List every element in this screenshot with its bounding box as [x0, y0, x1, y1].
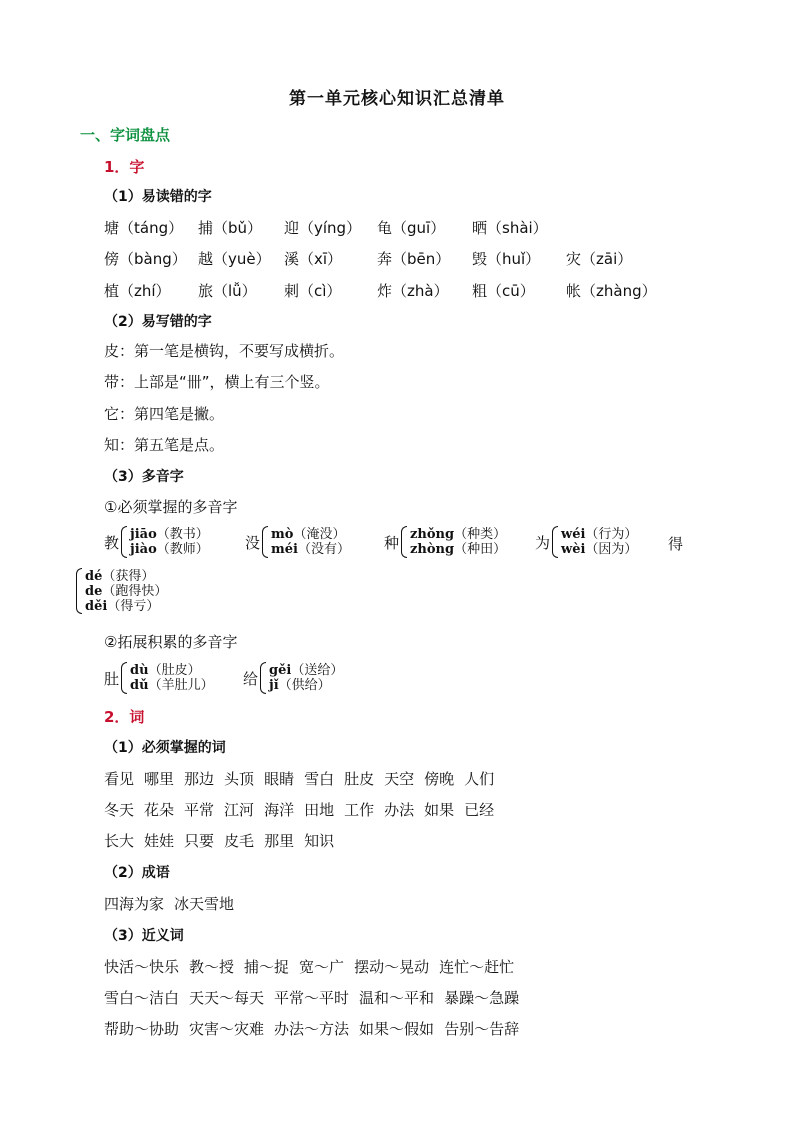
pinyin: gěi: [269, 663, 292, 678]
word-item: 雪白: [304, 770, 335, 788]
pinyin: zhòng: [410, 542, 455, 557]
example-word: （教书）: [156, 527, 209, 542]
pinyin: mò: [271, 527, 294, 542]
word-item: 海洋: [264, 801, 295, 819]
word-item: 那里: [264, 832, 295, 850]
page-title: 第一单元核心知识汇总清单: [289, 89, 505, 109]
word-item: 花朵: [144, 801, 175, 819]
char-item: 旅（lǚ）: [198, 282, 257, 300]
idiom-row: [104, 893, 244, 914]
pinyin: wèi: [561, 542, 586, 557]
word-item: 长大: [104, 832, 135, 850]
word-item: 只要: [184, 832, 215, 850]
idiom-item: 冰天雪地: [174, 895, 235, 913]
polyphonic-char: 种: [384, 533, 400, 552]
synonym-pair: 快活～快乐: [104, 958, 180, 976]
example-word: （送给）: [291, 663, 344, 678]
synonym-row: [104, 1018, 529, 1039]
miswrite-note: 知：第五笔是点。: [104, 436, 225, 454]
char-item: 炸（zhà）: [377, 282, 449, 300]
char-item: 晒（shài）: [472, 219, 548, 237]
word-item: 人们: [464, 770, 495, 788]
example-word: （羊肚儿）: [148, 678, 214, 693]
word-item: 看见: [104, 770, 135, 788]
example-word: （肚皮）: [148, 663, 201, 678]
subsection-heading-chars: 1．字: [104, 158, 145, 176]
polyphonic-entry: [243, 660, 343, 696]
word-item: 冬天: [104, 801, 135, 819]
char-item: 龟（guī）: [377, 219, 446, 237]
word-row: [104, 830, 344, 851]
idiom-item: 四海为家: [104, 895, 165, 913]
synonym-row: [104, 987, 529, 1008]
example-word: （种类）: [454, 527, 507, 542]
synonym-pair: 天天～每天: [189, 989, 265, 1007]
brace-icon: [121, 526, 127, 558]
polyphonic-extended-title: ②拓展积累的多音字: [104, 633, 238, 651]
heading-synonyms: （3）近义词: [104, 928, 184, 944]
char-item: 灾（zāi）: [566, 250, 633, 268]
heading-polyphonic: （3）多音字: [104, 469, 184, 485]
char-item: 粗（cū）: [472, 282, 535, 300]
char-item: 迎（yíng）: [284, 219, 362, 237]
subsection-heading-words: 2．词: [104, 708, 145, 726]
synonym-pair: 告别～告辞: [444, 1020, 520, 1038]
char-item: 奔（bēn）: [377, 250, 451, 268]
synonym-pair: 暴躁～急躁: [444, 989, 520, 1007]
word-item: 那边: [184, 770, 215, 788]
pinyin: děi: [85, 598, 108, 614]
synonym-pair: 帮助～协助: [104, 1020, 180, 1038]
char-item: 捕（bǔ）: [198, 219, 263, 237]
word-item: 天空: [384, 770, 415, 788]
char-item: 溪（xī）: [284, 250, 343, 268]
brace-icon: [552, 526, 558, 558]
example-word: （种田）: [454, 542, 507, 557]
synonym-pair: 宽～广: [299, 958, 345, 976]
miswrite-note: 带：上部是“卌”，横上有三个竖。: [104, 373, 330, 391]
char-item: 塘（táng）: [104, 219, 184, 237]
polyphonic-entry: [535, 524, 637, 560]
word-item: 工作: [344, 801, 375, 819]
brace-icon: [401, 526, 407, 558]
brace-icon: [76, 568, 82, 614]
word-item: 头顶: [224, 770, 255, 788]
synonym-pair: 教～授: [189, 958, 235, 976]
char-item: 帐（zhàng）: [566, 282, 657, 300]
synonym-pair: 捕～捉: [244, 958, 290, 976]
synonym-pair: 如果～假如: [359, 1020, 435, 1038]
heading-miswritten-chars: （2）易写错的字: [104, 314, 212, 330]
example-word: （得亏）: [107, 598, 160, 614]
synonym-pair: 办法～方法: [274, 1020, 350, 1038]
pinyin: de: [85, 583, 103, 599]
word-item: 办法: [384, 801, 415, 819]
char-item: 植（zhí）: [104, 282, 171, 300]
synonym-pair: 雪白～洁白: [104, 989, 180, 1007]
word-row: [104, 768, 504, 789]
example-word: （教师）: [156, 542, 209, 557]
char-item: 刺（cì）: [284, 282, 342, 300]
polyphonic-char: 给: [243, 669, 259, 688]
word-item: 田地: [304, 801, 335, 819]
word-item: 眼睛: [264, 770, 295, 788]
polyphonic-entry: [76, 566, 167, 616]
word-item: 肚皮: [344, 770, 375, 788]
brace-icon: [121, 662, 127, 694]
example-word: （淹没）: [293, 527, 346, 542]
example-word: （行为）: [585, 527, 638, 542]
pinyin: jiào: [130, 542, 157, 557]
pinyin: dù: [130, 663, 149, 678]
synonym-pair: 平常～平时: [274, 989, 350, 1007]
pinyin: méi: [271, 542, 298, 557]
char-item: 毁（huǐ）: [472, 250, 541, 268]
word-item: 已经: [464, 801, 495, 819]
polyphonic-char: 没: [245, 533, 261, 552]
pinyin: wéi: [561, 527, 586, 542]
synonym-pair: 摆动～晃动: [354, 958, 430, 976]
example-word: （跑得快）: [102, 583, 168, 599]
word-row: [104, 799, 504, 820]
polyphonic-required-title: ①必须掌握的多音字: [104, 498, 238, 516]
example-word: （供给）: [278, 678, 331, 693]
word-item: 傍晚: [424, 770, 455, 788]
example-word: （获得）: [102, 568, 155, 584]
polyphonic-char: 得: [668, 535, 684, 553]
section-heading-words: 一、字词盘点: [80, 126, 171, 144]
brace-icon: [260, 662, 266, 694]
synonym-pair: 温和～平和: [359, 989, 435, 1007]
pinyin: zhǒng: [410, 527, 455, 542]
polyphonic-entry: [104, 660, 214, 696]
word-item: 哪里: [144, 770, 175, 788]
pinyin: dé: [85, 568, 103, 584]
heading-misread-chars: （1）易读错的字: [104, 189, 212, 205]
char-item: 傍（bàng）: [104, 250, 187, 268]
example-word: （因为）: [585, 542, 638, 557]
heading-idioms: （2）成语: [104, 865, 170, 881]
word-item: 娃娃: [144, 832, 175, 850]
synonym-pair: 灾害～灾难: [189, 1020, 265, 1038]
polyphonic-char: 教: [104, 533, 120, 552]
heading-required-words: （1）必须掌握的词: [104, 740, 226, 756]
brace-icon: [262, 526, 268, 558]
polyphonic-entry: [104, 524, 209, 560]
word-item: 江河: [224, 801, 255, 819]
word-item: 如果: [424, 801, 455, 819]
miswrite-note: 皮：第一笔是横钩，不要写成横折。: [104, 342, 345, 360]
example-word: （没有）: [297, 542, 350, 557]
synonym-pair: 连忙～赶忙: [439, 958, 515, 976]
synonym-row: [104, 956, 524, 977]
pinyin: jiāo: [130, 527, 157, 542]
miswrite-note: 它：第四笔是撇。: [104, 405, 225, 423]
pinyin: jǐ: [269, 678, 279, 693]
word-item: 知识: [304, 832, 335, 850]
polyphonic-entry: [245, 524, 350, 560]
polyphonic-char: 为: [535, 533, 551, 552]
polyphonic-char: 肚: [104, 669, 120, 688]
char-item: 越（yuè）: [198, 250, 271, 268]
word-item: 皮毛: [224, 832, 255, 850]
polyphonic-entry: [384, 524, 506, 560]
pinyin: dǔ: [130, 678, 149, 693]
word-item: 平常: [184, 801, 215, 819]
